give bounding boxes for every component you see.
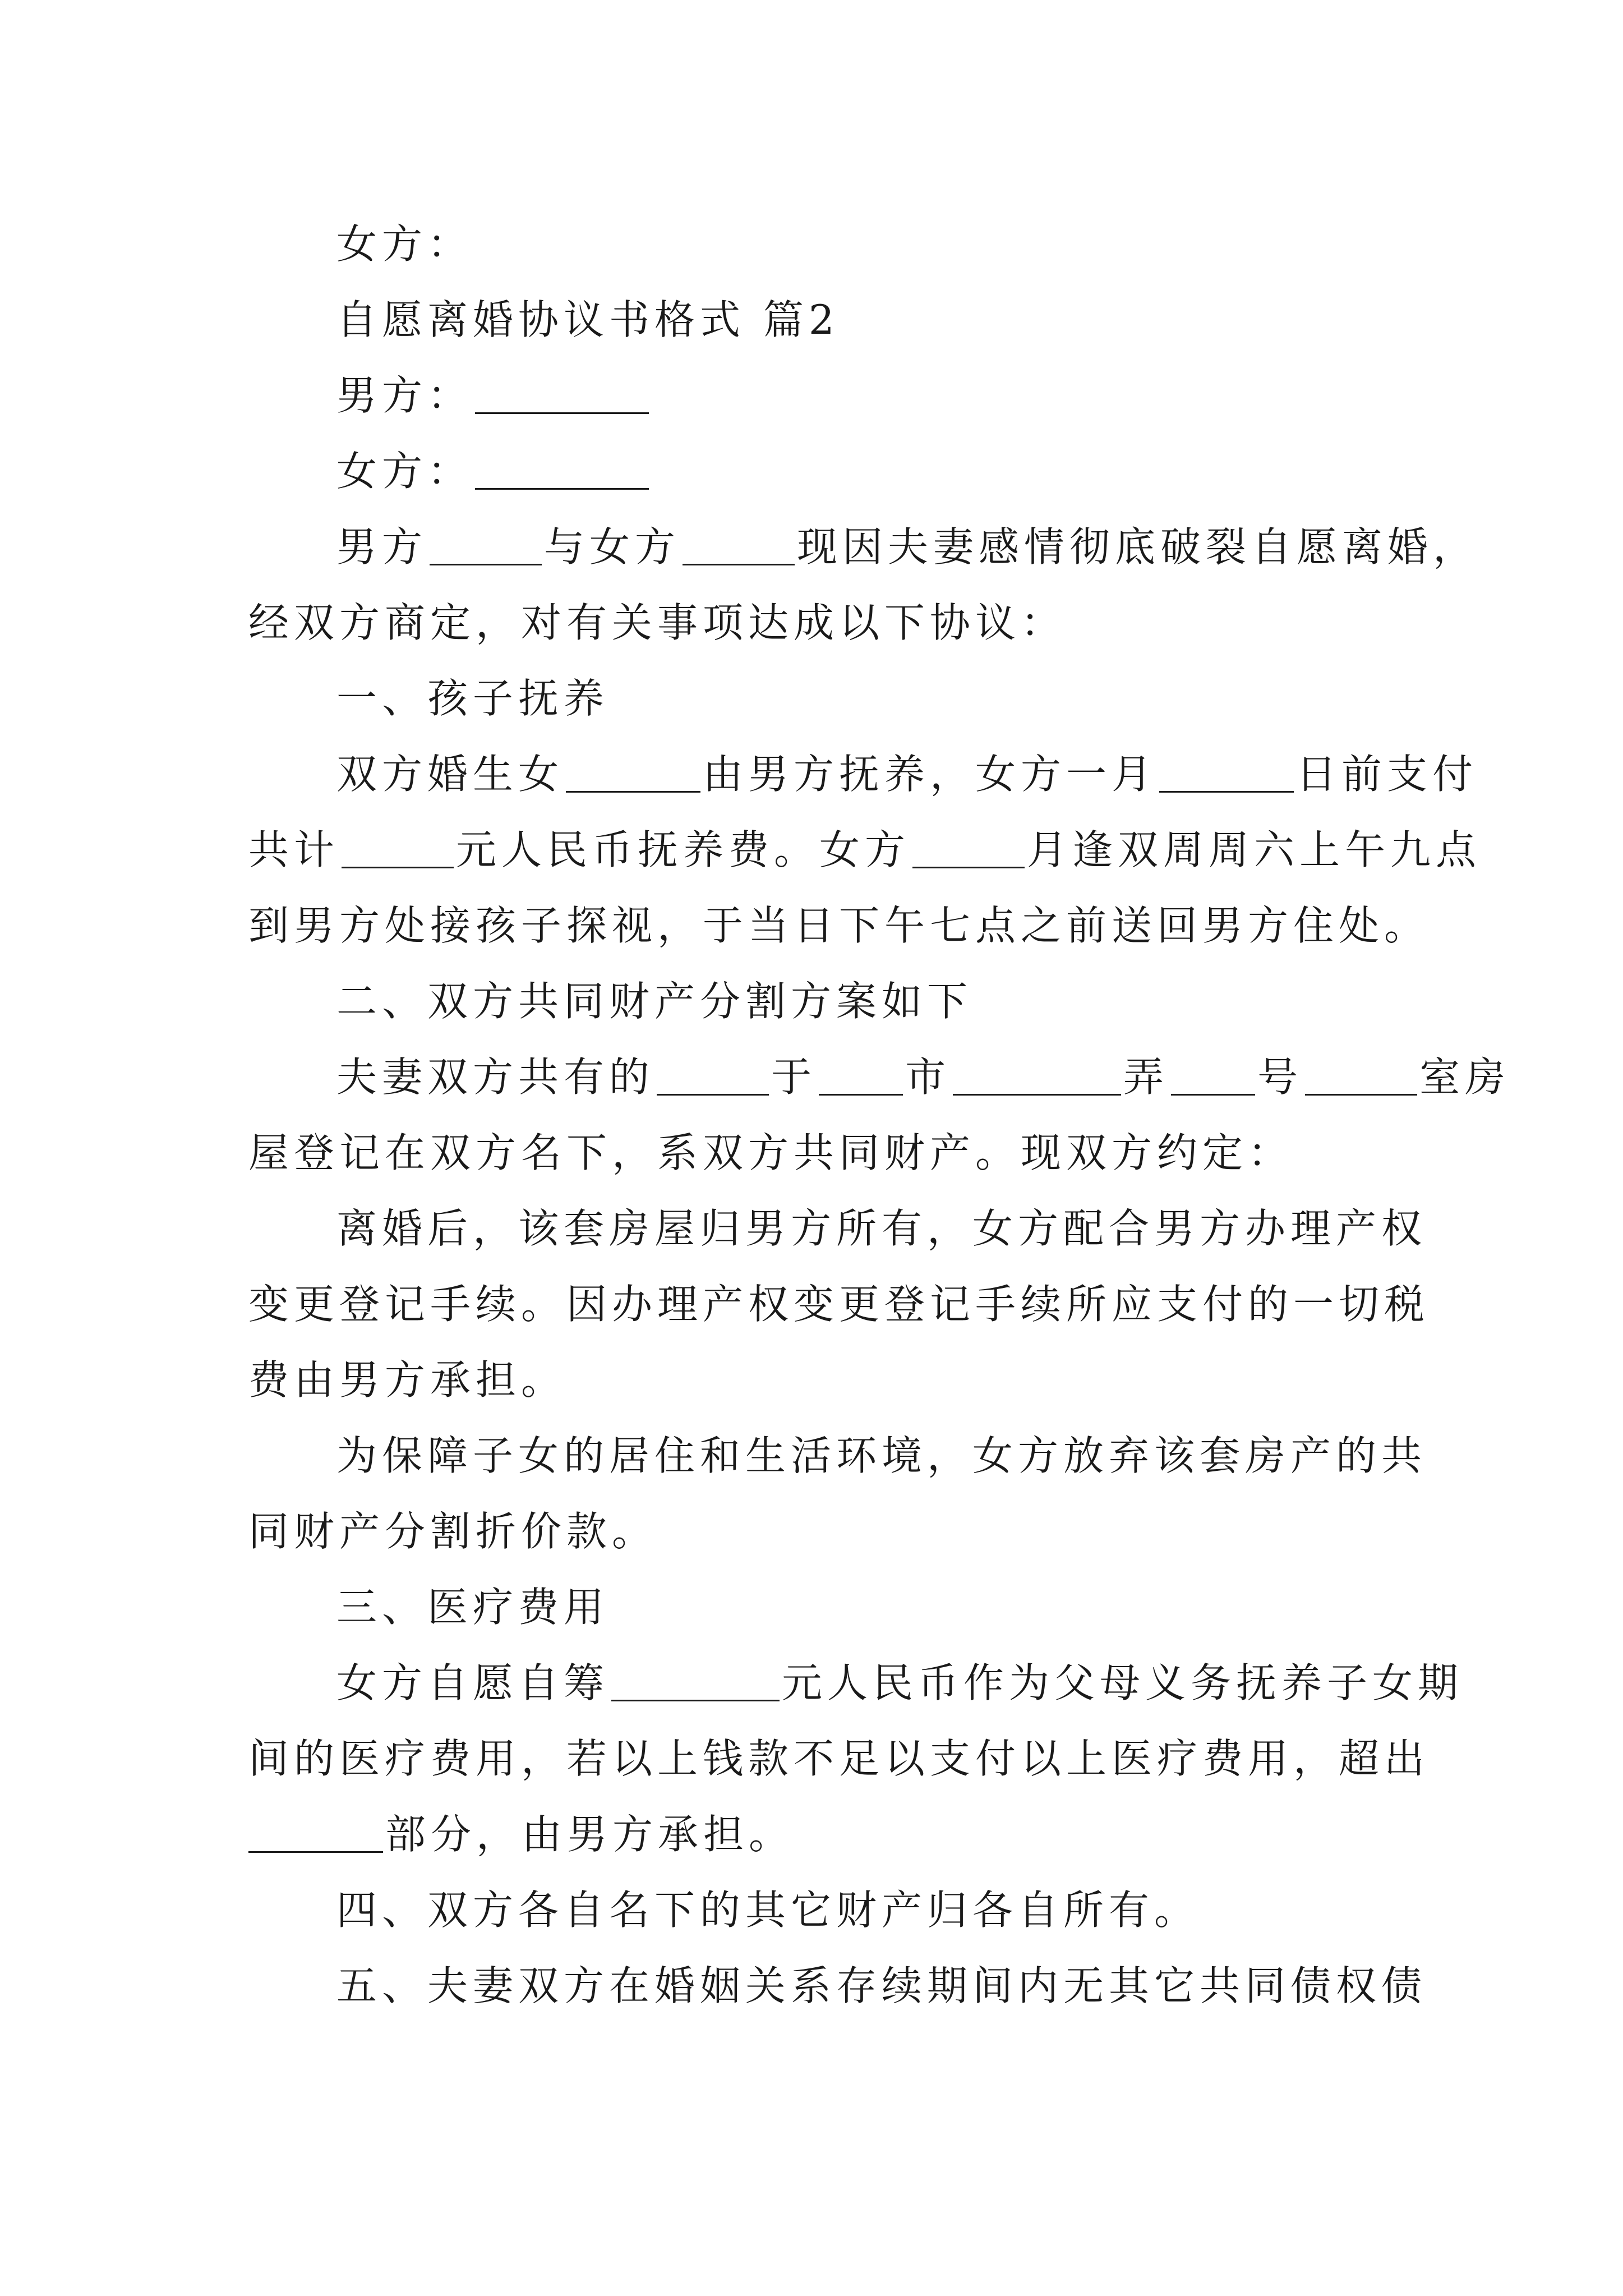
paragraph-line: [336, 735, 1514, 813]
paragraph-line: [248, 1795, 1426, 1874]
text-segment: 经双方商定，对有关事项达成以下协议：: [248, 599, 1067, 646]
text-segment: 屋登记在双方名下，系双方共同财产。现双方约定：: [248, 1129, 1294, 1176]
text-segment: 四、双方各自名下的其它财产归各自所有。: [336, 1887, 1200, 1934]
blank-line: [475, 453, 649, 490]
text-segment: 二、双方共同财产分割方案如下: [336, 978, 973, 1025]
blank-line: [611, 1665, 780, 1701]
text-segment: 室房: [1419, 1053, 1511, 1101]
paragraph-line: [248, 1719, 1430, 1798]
text-segment: 市: [905, 1053, 951, 1101]
blank-line: [342, 832, 454, 868]
section-title: [336, 280, 1514, 359]
text-segment: 部分，由男方承担。: [385, 1811, 795, 1858]
text-segment: 双方婚生女: [336, 751, 564, 798]
paragraph-line: [248, 1492, 1426, 1571]
blank-line: [248, 1816, 383, 1853]
blank-line: [475, 378, 649, 414]
paragraph-line: [336, 1644, 1514, 1722]
clause-heading: [336, 1947, 1514, 2025]
blank-line: [819, 1059, 903, 1096]
text-segment: 由男方抚养，女方一月: [703, 751, 1158, 798]
text-segment: 男方：: [336, 372, 473, 419]
text-segment: 号: [1257, 1053, 1303, 1101]
text-segment: 自愿离婚协议书格式 篇2: [336, 296, 840, 343]
blank-line: [657, 1059, 769, 1096]
blank-line: [1305, 1059, 1417, 1096]
paragraph-line: [248, 1114, 1426, 1192]
text-segment: 男方: [336, 523, 428, 570]
blank-line: [912, 832, 1025, 868]
paragraph-line: [336, 1189, 1514, 1268]
text-segment: 五、夫妻双方在婚姻关系存续期间内无其它共同债权债: [336, 1962, 1427, 2009]
party-female-field: [336, 432, 1514, 510]
paragraph-line: [248, 1341, 1426, 1419]
text-segment: 费由男方承担。: [248, 1356, 567, 1404]
text-segment: 元人民币抚养费。女方: [456, 826, 911, 873]
paragraph-line: [336, 508, 1514, 586]
text-segment: 女方：: [336, 220, 473, 268]
blank-line: [430, 529, 542, 565]
party-male-field: [336, 356, 1514, 435]
text-segment: 女方自愿自筹: [336, 1659, 610, 1706]
blank-line: [953, 1059, 1121, 1096]
clause-heading: [336, 659, 1514, 738]
paragraph-line: [248, 1265, 1430, 1343]
paragraph-line: [248, 886, 1430, 965]
text-segment: 夫妻双方共有的: [336, 1053, 655, 1101]
text-segment: 月逢双周周六上午九点: [1027, 826, 1482, 873]
text-segment: 弄: [1123, 1053, 1169, 1101]
text-segment: 为保障子女的居住和生活环境，女方放弃该套房产的共: [336, 1432, 1427, 1479]
clause-heading: [336, 1871, 1514, 1949]
paragraph-line: [336, 1416, 1514, 1495]
text-segment: 三、医疗费用: [336, 1584, 610, 1631]
blank-line: [683, 529, 795, 565]
blank-line: [1159, 756, 1294, 793]
text-segment: 于: [771, 1053, 817, 1101]
text-segment: 同财产分割折价款。: [248, 1508, 658, 1555]
text-segment: 女方：: [336, 448, 473, 495]
paragraph-line: [336, 1038, 1514, 1116]
text-segment: 一、孩子抚养: [336, 675, 610, 722]
blank-line: [1171, 1059, 1255, 1096]
text-segment: 与女方: [544, 523, 681, 570]
text-segment: 变更登记手续。因办理产权变更登记手续所应支付的一切税: [248, 1281, 1430, 1328]
text-segment: 离婚后，该套房屋归男方所有，女方配合男方办理产权: [336, 1205, 1427, 1252]
blank-line: [566, 756, 700, 793]
paragraph-line: [248, 811, 1482, 889]
text-segment: 间的医疗费用，若以上钱款不足以支付以上医疗费用，超出: [248, 1735, 1430, 1782]
text-segment: 现因夫妻感情彻底破裂自愿离婚，: [797, 523, 1479, 570]
text-segment: 到男方处接孩子探视，于当日下午七点之前送回男方住处。: [248, 902, 1430, 949]
paragraph-line: [248, 583, 1426, 662]
clause-heading: [336, 1568, 1514, 1646]
clause-heading: [336, 962, 1514, 1041]
text-segment: 共计: [248, 826, 340, 873]
party-female-heading: [336, 205, 1514, 283]
text-segment: 元人民币作为父母义务抚养子女期: [782, 1659, 1464, 1706]
text-segment: 日前支付: [1296, 751, 1478, 798]
